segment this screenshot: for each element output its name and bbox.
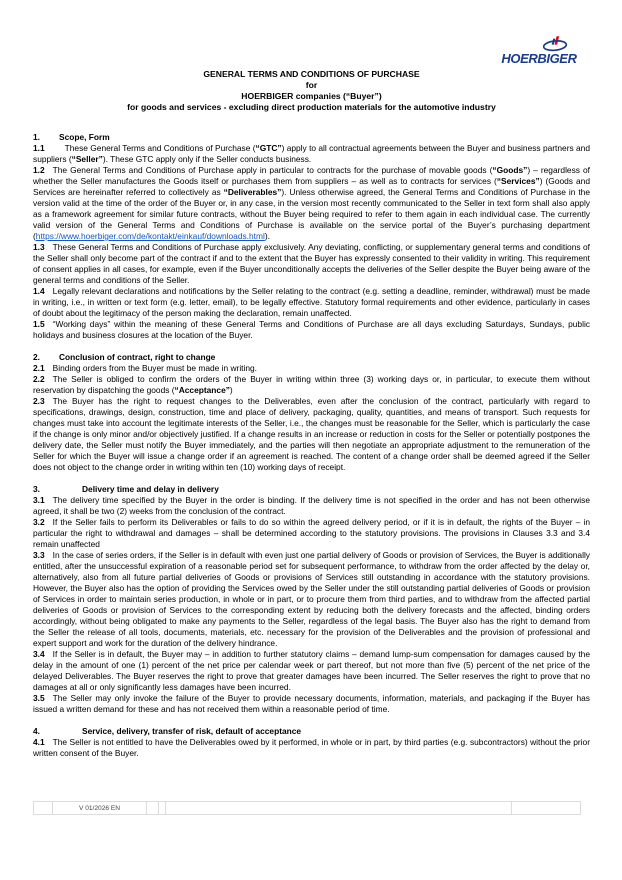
terms-sections — [33, 132, 590, 759]
section-title: Delivery time and delay in delivery — [82, 484, 219, 494]
title-line-1: GENERAL TERMS AND CONDITIONS OF PURCHASE — [203, 69, 420, 79]
paragraph: 4.1 The Seller is not entitled to have the Deliverables owed by it performed, in whole or in part, by third parties (e.g. subcontractors) without the prior written consent of the Buyer. — [33, 737, 590, 758]
defined-term: “Acceptance” — [174, 385, 230, 395]
paragraph: 1.2 The General Terms and Conditions of Purchase apply in particular to contracts for the purchase of movable goods (“Goods”) – regardless of whether the Seller manufactures the Goods itself or purchases them from suppliers – as well as to contracts for services (“Services”) (Goods and Services are hereinafter referred to collectively as “Deliverables”). Unless otherwise agreed, the General Terms and Conditions of Purchase in the version valid at the time of the order of the Buyer or, in any case, in the version most recently communicated to the Seller in text form shall also apply as a framework agreement for similar future contracts, without the Buyer being required to refer to them again in each individual case. The currently valid version of the General Terms and Conditions of Purchase is available on the service portal of the Buyer’s purchasing department (https://www.hoerbiger.com/de/kontakt/einkauf/downloads.html). — [33, 165, 590, 241]
paragraph-number: 2.3 — [33, 396, 45, 406]
paragraph-number: 3.1 — [33, 495, 45, 505]
section-heading — [33, 484, 590, 495]
section-heading — [33, 352, 590, 363]
footer-version: V 01/2026 EN — [52, 801, 147, 815]
title-line-2: for — [305, 80, 318, 90]
section-heading — [33, 132, 590, 143]
paragraph-number: 2.1 — [33, 363, 45, 373]
section-number: 3. — [33, 484, 40, 494]
paragraph: 3.1 The delivery time specified by the Buyer in the order is binding. If the delivery time is not specified in the order and has not been otherwise agreed, it shall be two (2) weeks from the conclusion of the contract. — [33, 495, 590, 516]
paragraph-number: 2.2 — [33, 374, 45, 384]
footer-cell-empty-4 — [165, 801, 512, 815]
paragraph-number: 3.2 — [33, 517, 45, 527]
paragraph: 3.2 If the Seller fails to perform its Deliverables or fails to do so within the agreed delivery period, or if it is in default, the rights of the Buyer – in particular the right to withdrawal and damages – shall be determined according to the statutory provisions. The provisions in Clauses 3.3 and 3.4 remain unaffected — [33, 517, 590, 549]
paragraph: 3.4 If the Seller is in default, the Buyer may – in addition to further statutory claims – demand lump-sum compensation for damages caused by the delay in the amount of one (1) percent of the net price per calendar week or part thereof, but not more than five (5) percent of the net price of the delayed Deliverables. The Buyer reserves the right to prove that greater damages have been incurred. The Seller reserves the right to prove that no damages at all or only significantly less damages have been incurred. — [33, 649, 590, 692]
paragraph: 3.5 The Seller may only invoke the failure of the Buyer to provide necessary documents, information, materials, and packaging if the Buyer has issued a written demand for these and has not received them within a reasonable period of time. — [33, 693, 590, 714]
paragraph: 1.5 “Working days” within the meaning of these General Terms and Conditions of Purchase are all days excluding Saturdays, Sundays, public holidays and business closures at the location of the Buyer. — [33, 319, 590, 340]
section — [33, 132, 590, 341]
document-title-block — [33, 69, 590, 113]
document-content — [33, 0, 590, 759]
paragraph: 1.3 These General Terms and Conditions of Purchase apply exclusively. Any deviating, conflicting, or supplementary general terms and conditions of the Seller shall only become part of the contract if and to the extent that the Buyer has expressly consented to their validity in writing. This requirement of consent applies in all cases, for example, even if the Buyer unconditionally accepts the deliveries of the Seller despite the Buyer being aware of the general terms and conditions of the Seller. — [33, 242, 590, 285]
title-line-4: for goods and services - excluding direct production materials for the automotive industry — [127, 102, 496, 112]
defined-term: “Deliverables” — [223, 187, 282, 197]
title-line-3: HOERBIGER companies (“Buyer”) — [241, 91, 382, 101]
section-number: 4. — [33, 726, 40, 736]
purchasing-portal-link[interactable]: https://www.hoerbiger.com/de/kontakt/einkauf/downloads.html — [35, 231, 265, 241]
paragraph-number: 1.3 — [33, 242, 45, 252]
defined-term: “Seller” — [71, 154, 103, 164]
paragraph-number: 1.1 — [33, 143, 45, 153]
section-title: Service, delivery, transfer of risk, default of acceptance — [82, 726, 302, 736]
paragraph-number: 1.2 — [33, 165, 45, 175]
hoerbiger-wordmark: HOERBIGER — [501, 51, 577, 66]
section-heading — [33, 726, 590, 737]
section-number: 2. — [33, 352, 40, 362]
paragraph-number: 4.1 — [33, 737, 45, 747]
paragraph-number: 3.4 — [33, 649, 45, 659]
paragraph: 3.3 In the case of series orders, if the Seller is in default with even just one partial delivery of Goods or provision of Services, the Buyer is additionally entitled, after the unsuccessful expiration of a reasonable period set for subsequent performance, to withdraw from the order affected by the delay or, alternatively, also from all future partial deliveries of Goods or provisions of Services still outstanding in accordance with the statutory provisions. However, the Buyer also has the option of providing the Services owed by the Seller under the still outstanding partial deliveries of Goods or provision of Services in order to maintain series production, in whole or in part, or to procure them from third parties, and to withdraw from the affected partial deliveries of Goods or provision of Services to the corresponding extent by reducing both the delivery forecasts and the affected, binding orders accordingly, without being obligated to make any payments to the Seller, regardless of the legal basis. The Buyer also has the right to demand from the Seller the release of all tools, documents, materials, etc. necessary for the provision of the Deliverables and the provision of professional and expert support and work for the duration of the delivery hindrance. — [33, 550, 590, 648]
footer-table — [33, 801, 581, 815]
section — [33, 726, 590, 759]
section-number: 1. — [33, 132, 40, 142]
section — [33, 484, 590, 715]
defined-term: “Goods” — [492, 165, 528, 175]
paragraph: 2.1 Binding orders from the Buyer must be made in writing. — [33, 363, 258, 373]
paragraph: 2.2 The Seller is obliged to confirm the orders of the Buyer in writing within three (3) working days or, in particular, to execute them without reservation by dispatching the goods (“Acceptance”) — [33, 374, 590, 395]
defined-term: “GTC” — [255, 143, 282, 153]
paragraph-number: 1.5 — [33, 319, 45, 329]
paragraph-number: 3.5 — [33, 693, 45, 703]
paragraph-number: 1.4 — [33, 286, 45, 296]
paragraph: 1.1 These General Terms and Conditions of Purchase (“GTC”) apply to all contractual agreements between the Buyer and business partners and suppliers (“Seller”). These GTC apply only if the Seller conducts business. — [33, 143, 590, 164]
paragraph: 1.4 Legally relevant declarations and notifications by the Seller relating to the contract (e.g. setting a deadline, reminder, withdrawal) must be made in writing, i.e., in written or text form (e.g. letter, email), to be legally effective. Statutory formal requirements and other evidence, particularly in cases of doubt about the legitimacy of the person making the declaration, remain unaffected. — [33, 286, 590, 318]
footer-cell-empty-5 — [511, 801, 581, 815]
section-title: Scope, Form — [59, 132, 110, 142]
section — [33, 352, 590, 473]
defined-term: “Services” — [496, 176, 540, 186]
paragraph: 2.3 The Buyer has the right to request changes to the Deliverables, even after the conclusion of the contract, particularly with regard to specifications, drawings, design, construction, time and place of delivery, packaging, quality, quantities, and means of transport. Such requests for changes must take into account the legitimate interests of the Seller, i.e., the changes must be reasonable for the Seller, which is particularly the case if the change is only minor and/or objectively justified. If a change results in an increase or reduction in costs for the Seller or potentially postpones the delivery date, the Seller must notify the Buyer immediately, and the parties will then negotiate an appropriate adjustment to the remuneration of the Seller for which the Buyer will issue a change order if an agreement is reached. The content of a change order shall be deemed agreed if the Seller does not object to the change order in writing within ten (10) working days of receipt. — [33, 396, 590, 472]
footer-cell-empty-1 — [33, 801, 53, 815]
paragraph-number: 3.3 — [33, 550, 45, 560]
section-title: Conclusion of contract, right to change — [59, 352, 216, 362]
